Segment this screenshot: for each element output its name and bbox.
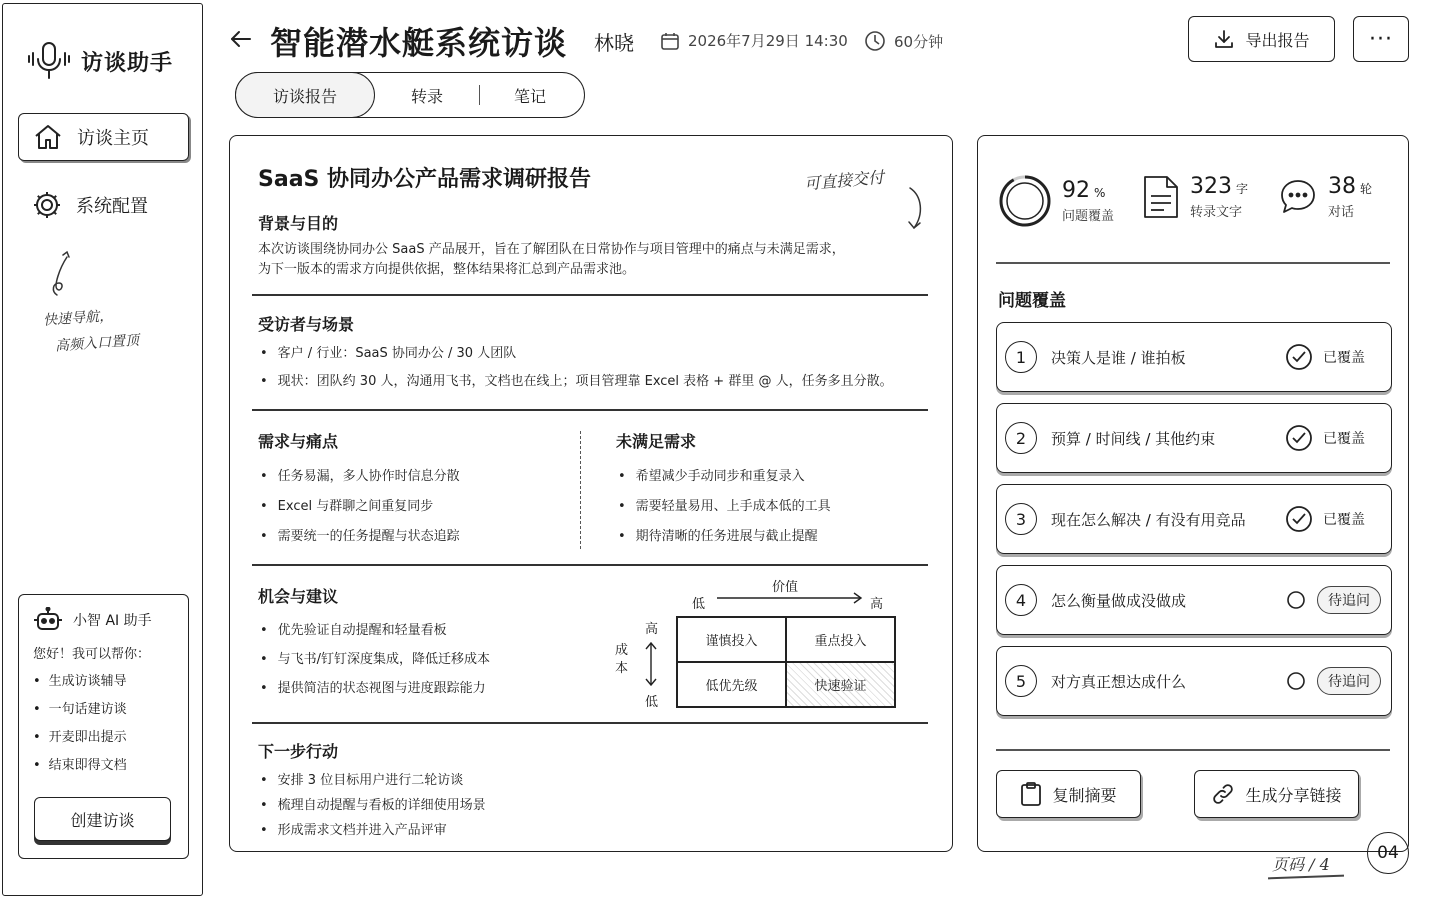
ai-assistant-name: 小智 AI 助手 — [73, 613, 152, 629]
section-heading: 下一步行动 — [258, 742, 339, 761]
nav-item-label: 访谈主页 — [77, 128, 149, 149]
nav-item-label: 系统配置 — [76, 196, 148, 217]
interview-datetime — [660, 30, 848, 51]
empty-circle-icon — [1285, 670, 1307, 692]
bullet-list — [260, 616, 490, 703]
empty-circle-icon — [1285, 589, 1307, 611]
divider — [252, 722, 928, 724]
list-item: • 梳理自动提醒与看板的详细使用场景 — [260, 793, 486, 818]
share-link-label: 生成分享链接 — [1245, 785, 1342, 805]
page-number-badge: 04 — [1367, 832, 1409, 874]
divider — [252, 409, 928, 411]
brand-title: 访谈助手 — [81, 50, 174, 76]
divider — [252, 294, 928, 296]
check-circle-icon — [1285, 505, 1313, 533]
duration-text: 60分钟 — [894, 32, 944, 51]
question-item[interactable] — [996, 565, 1392, 635]
matrix-y-high: 高 — [645, 622, 659, 637]
coverage-panel — [977, 135, 1409, 852]
question-item[interactable] — [996, 484, 1392, 554]
status-badge: 已覆盖 — [1323, 350, 1365, 366]
list-item: • 客户 / 行业：SaaS 协同办公 / 30 人团队 — [260, 344, 893, 364]
robot-icon — [33, 607, 63, 633]
list-item: • 安排 3 位目标用户进行二轮访谈 — [260, 768, 486, 793]
list-item: • 期待清晰的任务进展与截止提醒 — [618, 522, 831, 552]
section-heading: 机会与建议 — [258, 587, 339, 606]
share-link-button[interactable] — [1194, 770, 1359, 818]
note-line: 快速导航， — [42, 308, 114, 329]
question-item[interactable] — [996, 403, 1392, 473]
question-status — [1285, 343, 1365, 371]
matrix-cell-highlight: 快速验证 — [786, 662, 895, 707]
question-item[interactable] — [996, 322, 1392, 392]
create-interview-button[interactable]: 创建访谈 — [34, 797, 171, 841]
status-badge: 已覆盖 — [1323, 512, 1365, 528]
datetime-text: 2026年7月29日 14:30 — [688, 32, 848, 50]
ai-capability-list — [33, 668, 174, 780]
list-item: • 形成需求文档并进入产品评审 — [260, 818, 486, 843]
question-number: 1 — [1005, 341, 1037, 373]
priority-matrix — [676, 616, 896, 708]
stat-label: 转录文字 — [1190, 205, 1243, 220]
column-divider — [580, 431, 581, 549]
coverage-heading: 问题覆盖 — [998, 291, 1066, 311]
more-menu-button[interactable]: ··· — [1353, 16, 1409, 62]
stat-value: 92 — [1062, 178, 1090, 203]
matrix-x-low: 低 — [692, 597, 706, 612]
section-heading: 未满足需求 — [616, 432, 697, 451]
tab-report[interactable]: 访谈报告 — [235, 72, 375, 118]
copy-summary-label: 复制摘要 — [1052, 785, 1117, 805]
question-number: 2 — [1005, 422, 1037, 454]
stat-value: 323 — [1190, 174, 1232, 199]
nav-item-home[interactable] — [18, 113, 189, 161]
stat-transcript-words — [1142, 174, 1248, 220]
section-heading: 需求与痛点 — [258, 432, 339, 451]
stat-coverage — [998, 174, 1114, 228]
right-arrow-icon — [715, 591, 865, 605]
document-icon — [1142, 174, 1180, 220]
question-number: 5 — [1005, 665, 1037, 697]
microphone-icon — [25, 40, 73, 82]
tab-bar — [235, 72, 585, 118]
clock-icon — [864, 30, 886, 52]
list-item: • 结束即得文档 — [33, 752, 174, 780]
bullet-list — [260, 462, 460, 552]
list-item: • 开麦即出提示 — [33, 724, 174, 752]
list-item: • 需要轻量易用、上手成本低的工具 — [618, 492, 831, 522]
ai-assistant-header — [33, 607, 174, 633]
note-line: 高频入口置顶 — [54, 332, 140, 355]
back-arrow-icon[interactable] — [228, 26, 254, 52]
tab-transcript[interactable]: 转录 — [410, 86, 443, 106]
list-item: • 希望减少手动同步和重复录入 — [618, 462, 831, 492]
copy-summary-button[interactable] — [996, 770, 1141, 818]
bullet-list — [260, 768, 486, 843]
download-icon — [1213, 28, 1235, 50]
export-label: 导出报告 — [1245, 30, 1310, 50]
bullet-list — [618, 462, 831, 552]
report-card — [229, 135, 953, 852]
matrix-cell: 重点投入 — [786, 617, 895, 662]
matrix-y-low: 低 — [645, 695, 659, 710]
paragraph-line: 为下一版本的需求方向提供依据，整体结果将汇总到产品需求池。 — [258, 262, 636, 277]
stat-dialogue-turns — [1278, 174, 1372, 220]
interviewee-name: 林晓 — [594, 31, 634, 55]
curved-arrow-icon — [900, 184, 930, 234]
section-heading: 受访者与场景 — [258, 315, 355, 334]
stat-unit: % — [1094, 186, 1106, 200]
question-text: 对方真正想达成什么 — [1051, 672, 1187, 691]
matrix-cell: 谨慎投入 — [677, 617, 786, 662]
matrix-cell: 低优先级 — [677, 662, 786, 707]
section-heading: 背景与目的 — [258, 214, 339, 233]
list-item: • 一句话建访谈 — [33, 696, 174, 724]
link-icon — [1211, 782, 1235, 806]
export-report-button[interactable] — [1188, 16, 1335, 62]
check-circle-icon — [1285, 343, 1313, 371]
follow-up-badge[interactable]: 待追问 — [1317, 667, 1381, 695]
question-status — [1285, 667, 1381, 695]
progress-ring-icon — [998, 174, 1052, 228]
brand — [25, 40, 173, 82]
question-text: 怎么衡量做成没做成 — [1051, 591, 1187, 610]
question-number: 4 — [1005, 584, 1037, 616]
list-item: • Excel 与群聊之间重复同步 — [260, 492, 460, 522]
gear-icon — [32, 190, 62, 220]
question-status — [1285, 586, 1381, 614]
stat-value: 38 — [1328, 174, 1356, 199]
divider — [996, 262, 1390, 264]
stat-label: 问题覆盖 — [1062, 209, 1115, 224]
report-annotation: 可直接交付 — [803, 167, 885, 194]
matrix-x-label: 价值 — [772, 580, 799, 595]
handwritten-underline — [1268, 875, 1344, 879]
bullet-list — [260, 344, 893, 392]
list-item: • 任务易漏，多人协作时信息分散 — [260, 462, 460, 492]
list-item: • 提供简洁的状态视图与进度跟踪能力 — [260, 674, 490, 703]
list-item: • 与飞书/钉钉深度集成，降低迁移成本 — [260, 645, 490, 674]
ai-assistant-card — [18, 594, 189, 859]
question-status — [1285, 424, 1365, 452]
follow-up-badge[interactable]: 待追问 — [1317, 586, 1381, 614]
stat-label: 对话 — [1328, 205, 1355, 220]
page-indicator: 页码 / 4 — [1272, 855, 1330, 874]
curly-arrow-icon — [43, 249, 83, 299]
divider — [996, 749, 1390, 751]
ai-greeting: 您好！我可以帮你： — [33, 647, 151, 662]
tab-notes[interactable]: 笔记 — [513, 86, 546, 106]
stat-unit: 轮 — [1360, 182, 1373, 196]
nav-item-config[interactable] — [18, 181, 189, 229]
stat-unit: 字 — [1236, 182, 1249, 196]
question-text: 决策人是谁 / 谁拍板 — [1051, 348, 1186, 367]
home-icon — [33, 123, 63, 151]
question-text: 现在怎么解决 / 有没有用竞品 — [1051, 510, 1246, 529]
paragraph-line: 本次访谈围绕协同办公 SaaS 产品展开，旨在了解团队在日常协作与项目管理中的痛点与未满足需求， — [258, 242, 845, 257]
question-text: 预算 / 时间线 / 其他约束 — [1051, 429, 1216, 448]
report-title: SaaS 协同办公产品需求调研报告 — [258, 167, 592, 192]
status-badge: 已覆盖 — [1323, 431, 1365, 447]
list-item: • 现状：团队约 30 人，沟通用飞书，文档也在线上；项目管理靠 Excel 表格 + 群里 @ 人，任务多且分散。 — [260, 372, 893, 392]
sidebar-note — [43, 249, 183, 355]
list-item: • 需要统一的任务提醒与状态追踪 — [260, 522, 460, 552]
list-item: • 优先验证自动提醒和轻量看板 — [260, 616, 490, 645]
question-item[interactable] — [996, 646, 1392, 716]
vertical-arrow-icon — [644, 641, 658, 687]
interview-duration — [864, 30, 943, 52]
chat-bubble-icon — [1278, 177, 1318, 217]
page-title: 智能潜水艇系统访谈 — [270, 24, 568, 62]
check-circle-icon — [1285, 424, 1313, 452]
sidebar — [2, 3, 203, 896]
question-status — [1285, 505, 1365, 533]
clipboard-icon — [1020, 781, 1042, 807]
divider — [252, 564, 928, 566]
matrix-y-label: 成本 — [615, 643, 629, 676]
question-number: 3 — [1005, 503, 1037, 535]
list-item: • 生成访谈辅导 — [33, 668, 174, 696]
calendar-icon — [660, 31, 680, 51]
matrix-x-high: 高 — [870, 597, 884, 612]
